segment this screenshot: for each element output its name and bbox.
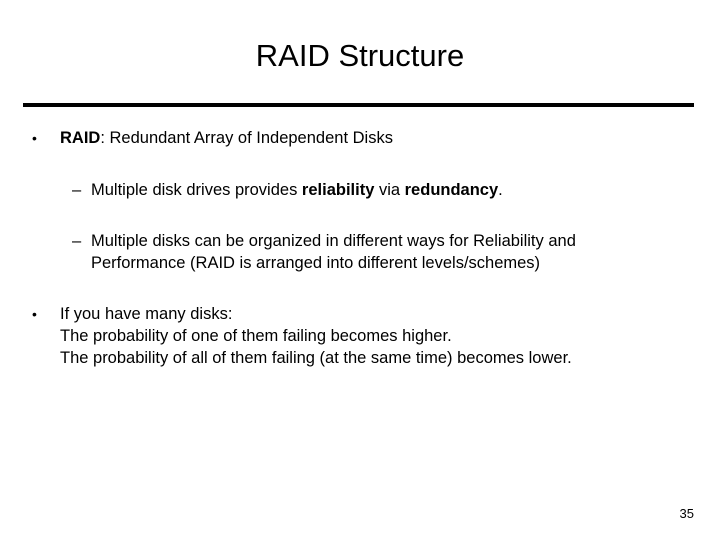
sub-bullet-marker: – xyxy=(72,232,82,250)
bullet-term: RAID xyxy=(60,129,101,147)
bullet-many-disks-line2: The probability of one of them failing becomes higher. xyxy=(60,327,452,345)
bullet-many-disks-line1: If you have many disks: xyxy=(60,305,233,323)
bullet-raid xyxy=(60,127,393,149)
sub-bullet-organization-line2: Performance (RAID is arranged into different levels/schemes) xyxy=(91,254,541,272)
page-number: 35 xyxy=(679,506,694,521)
slide-title: RAID Structure xyxy=(255,38,465,73)
redundancy-term: redundancy xyxy=(404,181,499,199)
sub-bullet-text-pre: Multiple disk drives provides xyxy=(91,181,302,199)
bullet-text: : Redundant Array of Independent Disks xyxy=(100,129,393,147)
sub-bullet-marker: – xyxy=(72,181,82,199)
bullet-many-disks-line3: The probability of all of them failing (at the same time) becomes lower. xyxy=(60,349,572,367)
sub-bullet-text-post: . xyxy=(498,181,503,199)
bullet-marker: • xyxy=(32,306,37,322)
sub-bullet-reliability xyxy=(91,179,503,201)
sub-bullet-text-mid: via xyxy=(374,181,405,199)
sub-bullet-organization-line1: Multiple disks can be organized in different ways for Reliability and xyxy=(91,232,576,250)
bullet-marker: • xyxy=(32,130,37,146)
title-divider xyxy=(23,103,694,107)
reliability-term: reliability xyxy=(301,181,375,199)
